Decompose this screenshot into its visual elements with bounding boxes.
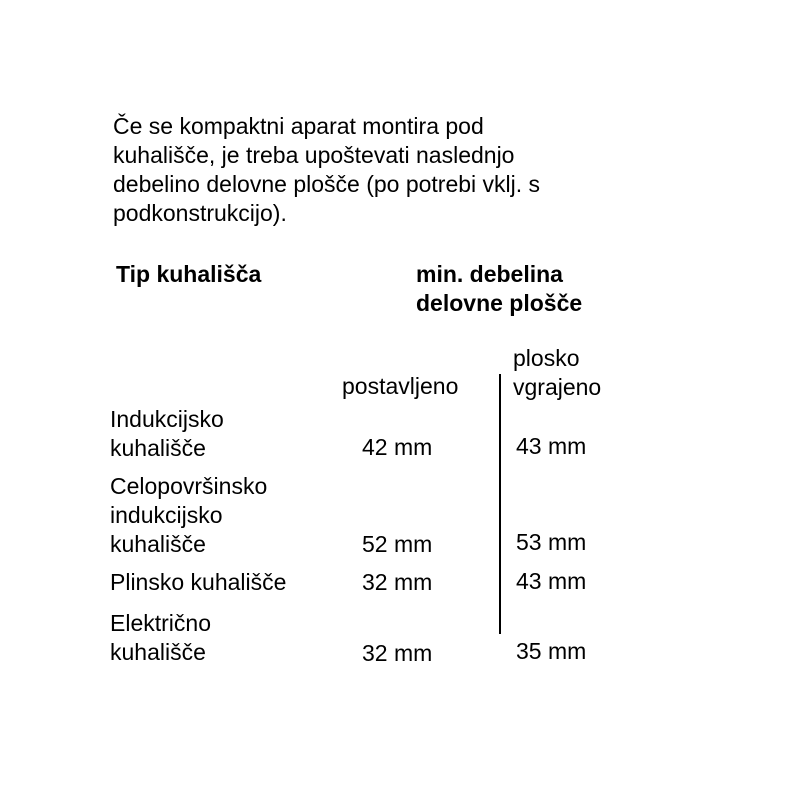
- row-gas-flush: 43 mm: [516, 568, 587, 594]
- min-thickness-header: min. debelina delovne plošče: [416, 261, 583, 316]
- row-gas-name: Plinsko kuhališče: [110, 569, 287, 595]
- column-divider: [499, 374, 501, 634]
- row-full-surface-induction-name: Celopovršinsko indukcijsko kuhališče: [110, 473, 268, 557]
- row-electric-flush: 35 mm: [516, 638, 587, 664]
- flush-subheader: plosko vgrajeno: [513, 345, 602, 400]
- placed-subheader: postavljeno: [342, 373, 459, 399]
- row-electric-name: Električno kuhališče: [110, 610, 211, 665]
- row-induction-name: Indukcijsko kuhališče: [110, 406, 224, 461]
- intro-paragraph: Če se kompaktni aparat montira pod kuhališče, je treba upoštevati naslednjo debelino delovne plošče (po potrebi vklj. s podkonstrukcijo).: [113, 113, 541, 226]
- row-induction-placed: 42 mm: [362, 434, 433, 460]
- row-electric-placed: 32 mm: [362, 640, 433, 666]
- row-induction-flush: 43 mm: [516, 433, 587, 459]
- cooktop-type-header: Tip kuhališča: [116, 261, 262, 287]
- row-gas-placed: 32 mm: [362, 569, 433, 595]
- row-full-surface-induction-flush: 53 mm: [516, 529, 587, 555]
- row-full-surface-induction-placed: 52 mm: [362, 531, 433, 557]
